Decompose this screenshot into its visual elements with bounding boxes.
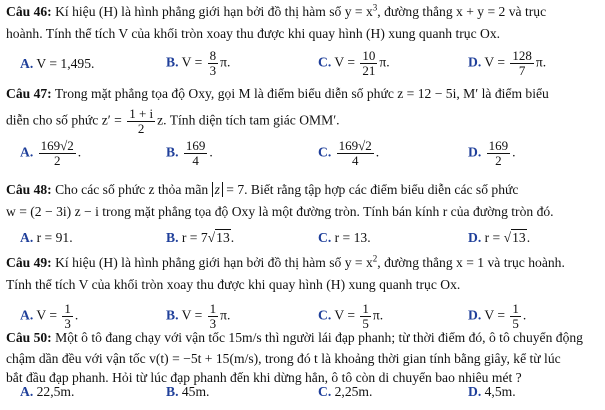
fraction-denominator: 5 — [512, 315, 519, 331]
fraction-numerator: 1 — [64, 301, 71, 316]
option-text: π. — [220, 307, 231, 323]
q47-stem-line2 — [6, 107, 601, 135]
q47-stem-text-b: z. Tính diện tích tam giác OMM′. — [157, 112, 340, 128]
q50-stem-line1 — [6, 330, 601, 346]
q49-stem-line2: Tính thể tích V của khối tròn xoay thu được khi quay hình (H) xung quanh trục Ox. — [6, 277, 461, 292]
q48-option-a[interactable] — [20, 230, 73, 246]
q47-option-c[interactable]: C. $\frac{169√2}{4}$ . — [318, 138, 380, 168]
fraction — [208, 302, 219, 330]
option-text: 2,25m. — [334, 384, 373, 399]
option-label: A. — [20, 307, 34, 323]
option-text: . — [522, 307, 527, 323]
option-text: V = — [484, 54, 506, 70]
q46-stem-line1 — [6, 4, 601, 20]
option-text: V = — [181, 307, 203, 323]
fraction-denominator: 2 — [137, 120, 145, 136]
option-label: B. — [166, 144, 179, 160]
q47-options — [0, 139, 605, 167]
q49-option-c[interactable] — [318, 302, 383, 330]
q49-stem-text-b: , đường thẳng x = 1 và trục hoành. — [377, 255, 565, 270]
fraction — [208, 49, 219, 77]
option-label: C. — [318, 230, 332, 245]
q50-stem-line2: chậm dần đều với vận tốc v(t) = −5t + 15(m/s), trong đó t là khoảng thời gian tính bằng giây, kể từ lúc — [6, 351, 561, 366]
option-label: B. — [166, 384, 179, 399]
fraction-denominator: 4 — [351, 152, 359, 168]
fraction-numerator: 10 — [362, 48, 376, 63]
q46-stem-line2: hoành. Tính thể tích V của khối tròn xoay thu được khi quay hình (H) xung quanh trục Ox. — [6, 26, 501, 41]
q48-stem-line2: w = (2 − 3i) z − i trong mặt phẳng tọa độ Oxy là một đường tròn. Tính bán kính r của đường tròn đó. — [6, 204, 554, 219]
fraction-numerator: 1 — [512, 301, 519, 316]
q48-stem-line1 — [6, 182, 601, 198]
q47-option-a[interactable]: A. $\frac{169√2}{2}$ . — [20, 138, 82, 168]
option-label: D. — [468, 144, 482, 160]
option-label: C. — [318, 54, 332, 70]
option-text: π. — [220, 54, 231, 70]
fraction-numerator: 169 — [185, 138, 206, 153]
q47-option-d[interactable]: D. $\frac{169}{2}$ . — [468, 138, 516, 168]
fraction — [360, 302, 371, 330]
q48-stem-text-b: = 7. Biết rằng tập hợp các điểm biểu diễn các số phức — [222, 182, 519, 197]
q48-options — [0, 226, 605, 254]
q49-stem-line1 — [6, 255, 601, 271]
fraction — [510, 302, 521, 330]
option-label: B. — [166, 230, 179, 245]
q49-exponent: 2 — [372, 253, 378, 264]
fraction-denominator: 5 — [362, 315, 369, 331]
q46-option-b[interactable] — [166, 49, 230, 77]
fraction-denominator: 7 — [518, 62, 526, 78]
q50-stem-line3: bắt đầu đạp phanh. Hỏi từ lúc đạp phanh đến khi dừng hẳn, ô tô còn di chuyển bao nhiêu mét ? — [6, 370, 522, 385]
fraction — [127, 107, 155, 135]
option-text: V = — [36, 307, 58, 323]
q46-option-a[interactable] — [20, 56, 94, 72]
option-label: B. — [166, 307, 179, 323]
option-label: B. — [166, 54, 179, 70]
option-label: A. — [20, 144, 34, 160]
fraction-numerator: 1 + i — [129, 106, 154, 121]
fraction-numerator: 8 — [209, 48, 217, 63]
q46-exponent: 3 — [372, 2, 378, 13]
q49-stem-text-a: Kí hiệu (H) là hình phẳng giới hạn bởi đồ thị hàm số y = x — [51, 255, 373, 270]
option-label: D. — [468, 307, 482, 323]
fraction-denominator: 2 — [495, 152, 502, 168]
fraction-denominator: 3 — [209, 315, 217, 331]
option-text: V = — [334, 54, 356, 70]
option-label: D. — [468, 54, 482, 70]
fraction-numerator: 128 — [512, 48, 532, 63]
fraction-denominator: 4 — [192, 152, 199, 168]
option-text: 45m. — [181, 384, 210, 399]
option-text: . — [74, 307, 79, 323]
fraction — [510, 49, 534, 77]
fraction-denominator: 3 — [209, 62, 217, 78]
q46-stem-text-a: Kí hiệu (H) là hình phẳng giới hạn bởi đồ thị hàm số y = x — [51, 4, 373, 19]
fraction — [39, 139, 76, 167]
q50-option-b[interactable] — [166, 384, 209, 400]
q47-stem-text-a: diễn cho số phức z′ = — [6, 112, 122, 128]
option-label: C. — [318, 307, 332, 323]
option-label: A. — [20, 230, 34, 245]
option-text: r = 91. — [36, 230, 73, 245]
option-text: π. — [372, 307, 384, 323]
option-label: C. — [318, 144, 332, 160]
q49-options — [0, 302, 605, 330]
q50-label: Câu 50: — [6, 330, 52, 345]
q48-option-d[interactable]: D. r = √13. — [468, 230, 531, 245]
option-text: . — [526, 230, 531, 245]
q48-option-b[interactable]: B. r = 7√13. — [166, 230, 235, 245]
fraction-numerator: 169√2 — [40, 138, 74, 153]
q47-option-b[interactable]: B. $\frac{169}{4}$ . — [166, 138, 213, 168]
fraction-denominator: 21 — [362, 62, 376, 78]
option-text: 22,5m. — [36, 384, 75, 399]
fraction-numerator: 1 — [362, 301, 369, 316]
option-text: V = — [484, 307, 506, 323]
q49-option-b[interactable] — [166, 302, 230, 330]
fraction — [62, 302, 73, 330]
option-text: r = 13. — [334, 230, 371, 245]
option-text: 4,5m. — [484, 384, 516, 399]
option-text: . — [230, 230, 235, 245]
option-label: D. — [468, 230, 482, 245]
q50-option-d[interactable] — [468, 384, 516, 400]
q48-label: Câu 48: — [6, 182, 52, 197]
q50-options — [0, 382, 605, 410]
fraction — [487, 139, 511, 167]
option-text: r = — [484, 230, 504, 245]
q46-label: Câu 46: — [6, 4, 52, 19]
q50-option-c[interactable] — [318, 384, 372, 400]
fraction-numerator: 169 — [488, 138, 509, 153]
option-label: C. — [318, 384, 332, 399]
fraction-numerator: 1 — [209, 301, 217, 316]
fraction-denominator: 2 — [53, 152, 61, 168]
q49-option-d[interactable] — [468, 302, 526, 330]
abs-value: z — [212, 182, 223, 197]
q46-options — [0, 49, 605, 77]
option-text: r = 7 — [181, 230, 208, 245]
q49-label: Câu 49: — [6, 255, 52, 270]
q48-option-c[interactable] — [318, 230, 371, 246]
option-label: D. — [468, 384, 482, 399]
fraction — [360, 49, 377, 77]
q49-option-a[interactable] — [20, 302, 78, 330]
q47-label: Câu 47: — [6, 86, 52, 101]
q46-option-c[interactable] — [318, 49, 390, 77]
option-label: A. — [20, 384, 34, 399]
q48-stem-text-a: Cho các số phức z thỏa mãn — [51, 182, 212, 197]
q46-option-d[interactable] — [468, 49, 546, 77]
radicand: 13 — [512, 230, 526, 245]
q47-stem-text: Trong mặt phẳng tọa độ Oxy, gọi M là điểm biểu diễn số phức z = 12 − 5i, M′ là điểm biểu — [51, 86, 549, 101]
option-text: V = — [181, 54, 203, 70]
option-text: π. — [379, 54, 390, 70]
fraction — [184, 139, 208, 167]
option-text: V = 1,495. — [36, 56, 95, 71]
radicand: 13 — [216, 230, 230, 245]
q47-stem-line1 — [6, 86, 601, 102]
q46-stem-text-b: , đường thẳng x + y = 2 và trục — [377, 4, 547, 19]
q50-option-a[interactable] — [20, 384, 74, 400]
q50-stem-text: Một ô tô đang chạy với vận tốc 15m/s thì người lái đạp phanh; từ thời điểm đó, ô tô chuyển động — [51, 330, 583, 345]
fraction-numerator: 169√2 — [338, 138, 372, 153]
option-label: A. — [20, 56, 34, 71]
option-text: V = — [334, 307, 356, 323]
option-text: π. — [535, 54, 547, 70]
fraction — [337, 139, 374, 167]
fraction-denominator: 3 — [64, 315, 71, 331]
